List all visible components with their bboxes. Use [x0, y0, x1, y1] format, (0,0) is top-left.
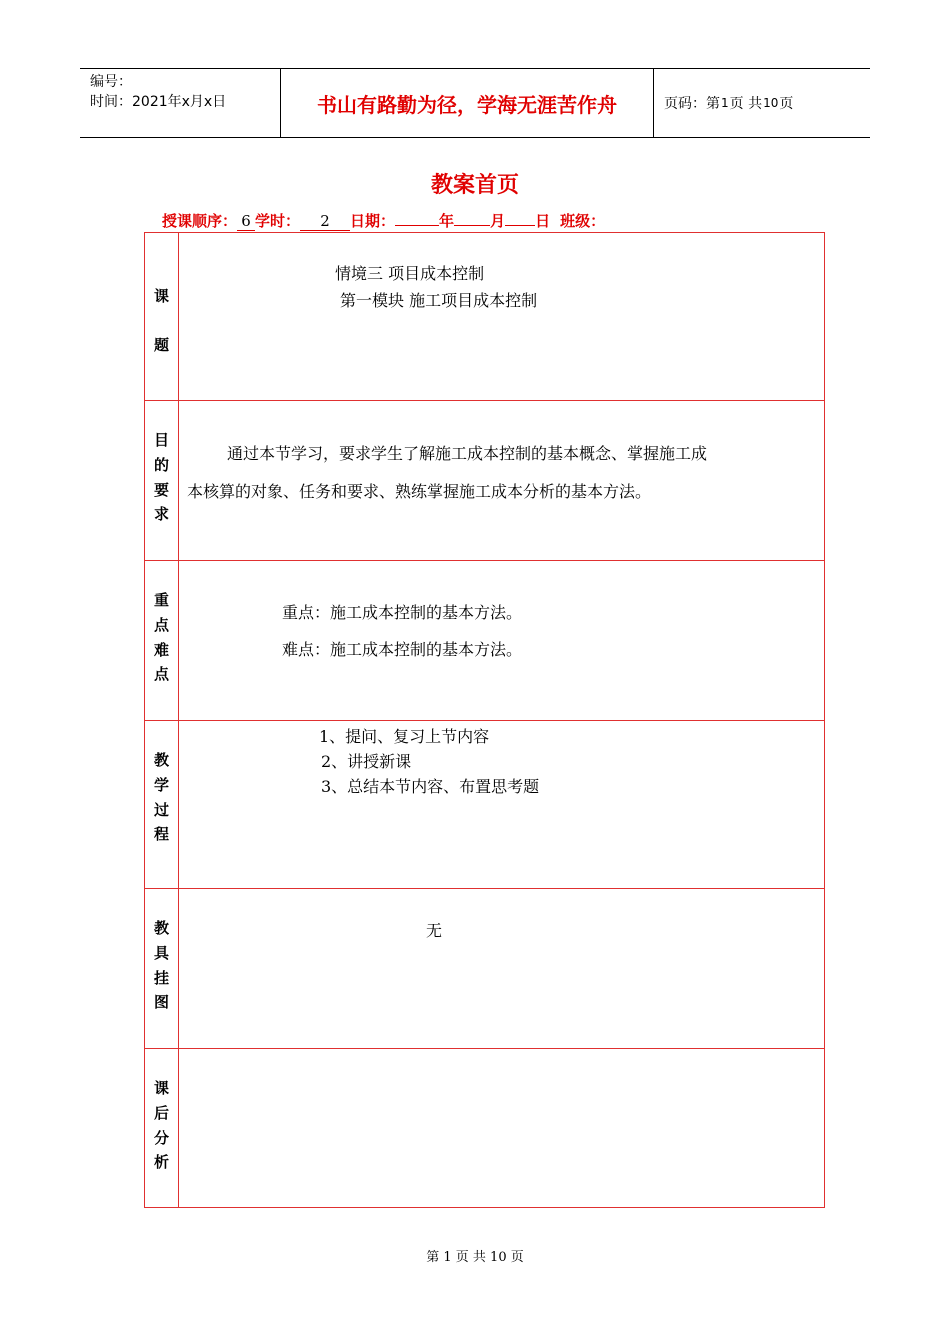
- page-title: 教案首页: [430, 172, 519, 198]
- topic-line-1: 情境三 项目成本控制: [335, 264, 485, 283]
- goal-row: [145, 401, 824, 561]
- topic-label: 课 题: [145, 233, 179, 400]
- page-suffix: 页: [779, 96, 794, 112]
- process-step-3: 3、总结本节内容、布置思考题: [321, 777, 540, 796]
- after-class-label: 课 后 分 析: [145, 1049, 179, 1207]
- topic-content: [179, 233, 824, 400]
- goal-line-2: 本核算的对象、任务和要求、熟练掌握施工成本分析的基本方法。: [187, 482, 652, 501]
- goal-line-1: 通过本节学习，要求学生了解施工成本控制的基本概念、掌握施工成: [227, 444, 708, 463]
- time-label: 时间：2021年x月x日: [90, 94, 227, 110]
- page-total: 10: [763, 96, 779, 110]
- goal-content: [179, 401, 824, 560]
- after-class-content: [179, 1049, 824, 1207]
- topic-row: [145, 233, 824, 401]
- hours-label: 学时：: [255, 212, 301, 230]
- process-step-1: 1、提问、复习上节内容: [319, 727, 490, 746]
- date-label: 日期：: [350, 212, 396, 230]
- month-label: 月: [490, 212, 506, 230]
- key-points-content: [179, 561, 824, 720]
- day-blank: [505, 225, 535, 226]
- key-points-row: [145, 561, 824, 721]
- lesson-plan-table: [144, 232, 825, 1208]
- document-header: [80, 68, 870, 138]
- order-label: 授课顺序：: [162, 212, 238, 230]
- page-number: 1: [721, 96, 729, 110]
- tools-row: [145, 889, 824, 1049]
- year-label: 年: [439, 212, 455, 230]
- page-prefix: 页码：第: [664, 96, 720, 112]
- goal-label: 目 的 要 求: [145, 401, 179, 560]
- class-label: 班级：: [560, 212, 606, 230]
- process-content: [179, 721, 824, 888]
- difficult-point-line: 难点：施工成本控制的基本方法。: [282, 640, 523, 659]
- page-mid: 页 共: [729, 96, 763, 112]
- order-value: 6: [237, 212, 255, 231]
- topic-line-2: 第一模块 施工项目成本控制: [340, 291, 538, 310]
- process-label: 教 学 过 程: [145, 721, 179, 888]
- day-label: 日: [535, 212, 551, 230]
- motto: 书山有路勤为径，学海无涯苦作舟: [281, 69, 654, 137]
- key-points-label: 重 点 难 点: [145, 561, 179, 720]
- year-blank: [395, 225, 439, 226]
- number-label: 编号：: [90, 74, 132, 90]
- month-blank: [454, 225, 490, 226]
- tools-content: [179, 889, 824, 1048]
- page-footer: 第 1 页 共 10 页: [426, 1250, 524, 1265]
- tools-line: 无: [426, 921, 443, 940]
- tools-label: 教 具 挂 图: [145, 889, 179, 1048]
- page-indicator: [654, 69, 870, 137]
- hours-value: 2: [300, 212, 350, 231]
- header-left-cell: [80, 69, 281, 137]
- after-class-row: [145, 1049, 824, 1207]
- lesson-info-line: [162, 210, 605, 231]
- key-point-line: 重点：施工成本控制的基本方法。: [282, 603, 523, 622]
- process-step-2: 2、讲授新课: [321, 752, 412, 771]
- process-row: [145, 721, 824, 889]
